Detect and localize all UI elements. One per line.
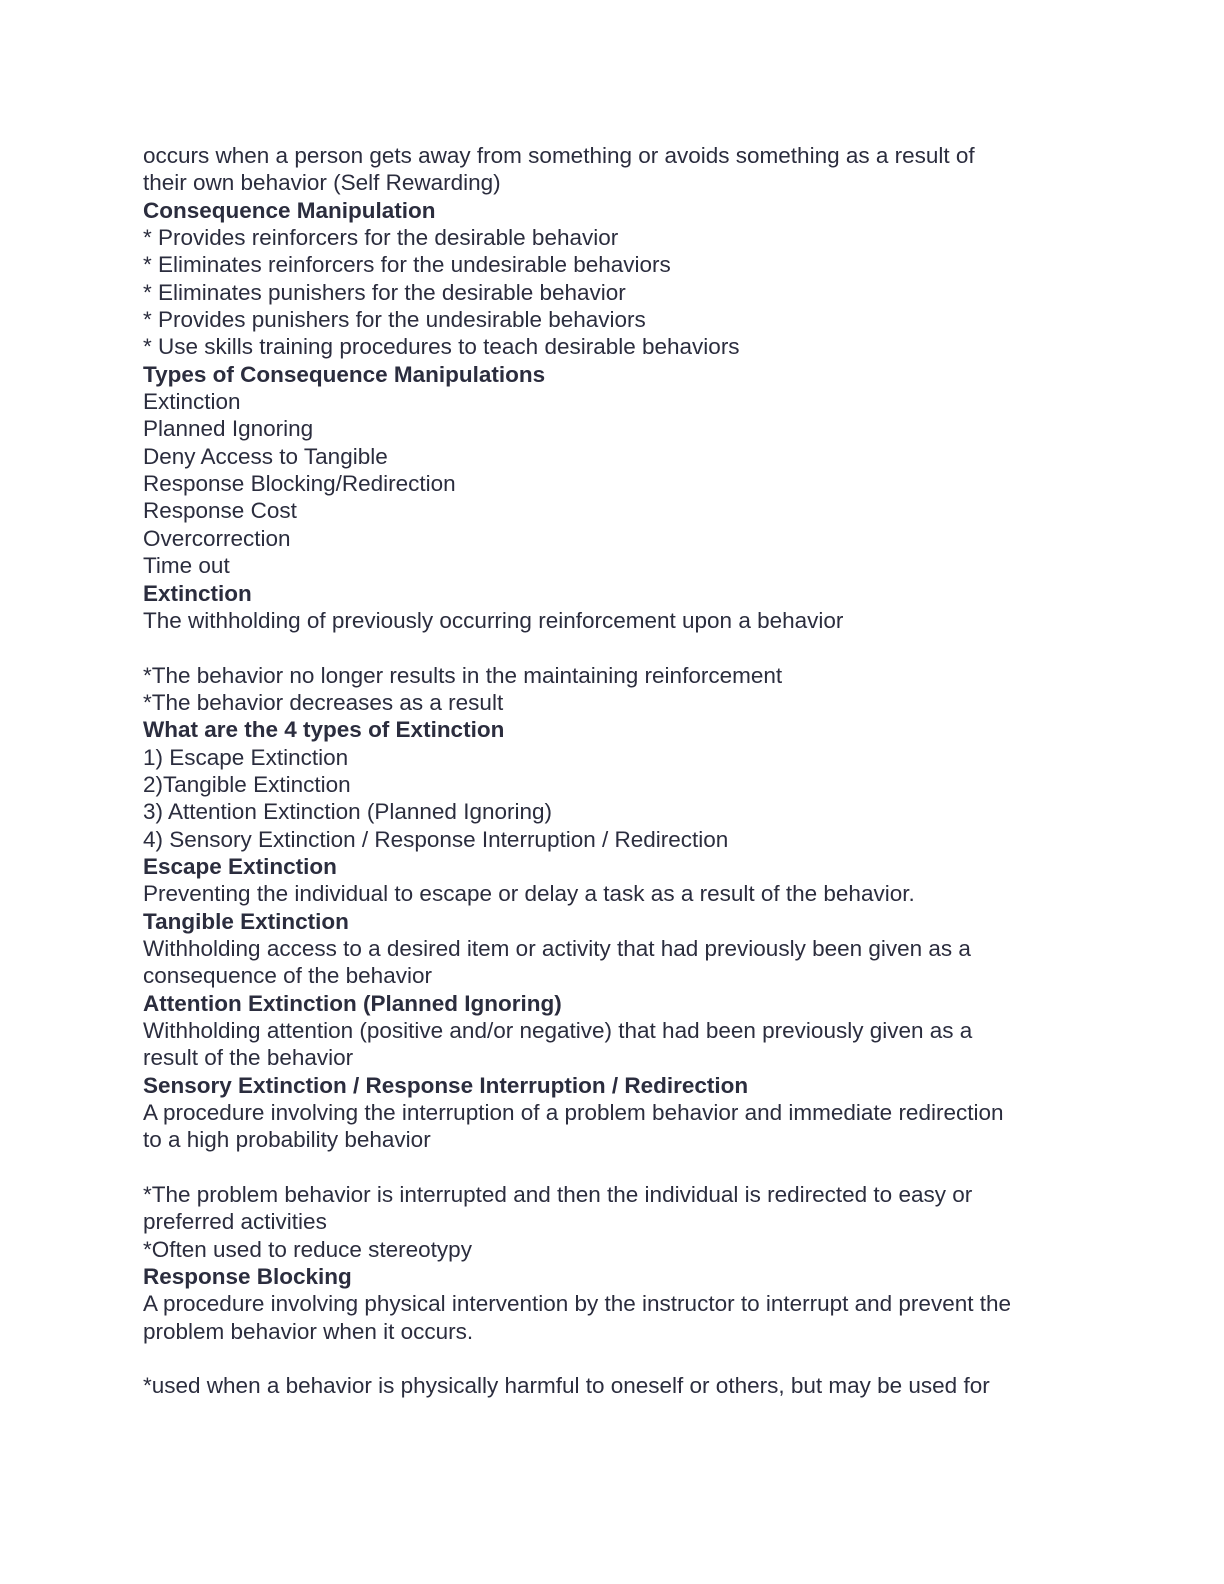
- body-text-line: *The behavior decreases as a result: [143, 689, 504, 715]
- section-heading: Extinction: [143, 580, 252, 606]
- blank-line: [143, 1154, 1083, 1181]
- body-text-line: *Often used to reduce stereotypy: [143, 1236, 472, 1262]
- body-text-line: preferred activities: [143, 1209, 327, 1235]
- document-page: [143, 142, 1083, 1400]
- body-text-line: * Eliminates reinforcers for the undesirable behaviors: [143, 252, 671, 278]
- body-text-line: to a high probability behavior: [143, 1127, 431, 1153]
- body-text-line: * Use skills training procedures to teach desirable behaviors: [143, 334, 740, 360]
- body-text-line: A procedure involving physical intervention by the instructor to interrupt and prevent the: [143, 1291, 1011, 1317]
- body-text-line: Extinction: [143, 389, 241, 415]
- section-heading: Tangible Extinction: [143, 908, 349, 934]
- body-text-line: Deny Access to Tangible: [143, 443, 388, 469]
- section-heading: Response Blocking: [143, 1264, 352, 1290]
- body-text-line: their own behavior (Self Rewarding): [143, 170, 501, 196]
- section-heading: What are the 4 types of Extinction: [143, 717, 505, 743]
- body-text-line: The withholding of previously occurring reinforcement upon a behavior: [143, 607, 844, 633]
- body-text-line: *used when a behavior is physically harmful to oneself or others, but may be used for: [143, 1373, 990, 1399]
- body-text-line: result of the behavior: [143, 1045, 354, 1071]
- body-text-line: Withholding attention (positive and/or negative) that had been previously given as a: [143, 1018, 973, 1043]
- body-text-line: consequence of the behavior: [143, 963, 432, 989]
- body-text-line: problem behavior when it occurs.: [143, 1318, 474, 1344]
- body-text-line: Time out: [143, 553, 230, 579]
- body-text-line: 4) Sensory Extinction / Response Interruption / Redirection: [143, 826, 729, 852]
- body-text-line: 1) Escape Extinction: [143, 744, 349, 770]
- body-text-line: *The problem behavior is interrupted and then the individual is redirected to easy or: [143, 1182, 973, 1208]
- body-text-line: 2)Tangible Extinction: [143, 771, 351, 797]
- body-text-line: *The behavior no longer results in the maintaining reinforcement: [143, 662, 783, 688]
- section-heading: Consequence Manipulation: [143, 197, 436, 223]
- body-text-line: A procedure involving the interruption of a problem behavior and immediate redirection: [143, 1100, 1004, 1126]
- body-text-line: * Provides punishers for the undesirable behaviors: [143, 307, 646, 333]
- body-text-line: Response Blocking/Redirection: [143, 471, 456, 497]
- body-text-line: Preventing the individual to escape or delay a task as a result of the behavior.: [143, 881, 915, 907]
- body-text-line: occurs when a person gets away from something or avoids something as a result of: [143, 143, 975, 168]
- blank-line: [143, 1345, 1083, 1372]
- body-text-line: Response Cost: [143, 498, 297, 524]
- body-text-line: Planned Ignoring: [143, 416, 314, 442]
- body-text-line: * Eliminates punishers for the desirable behavior: [143, 279, 626, 305]
- section-heading: Sensory Extinction / Response Interruption / Redirection: [143, 1072, 749, 1098]
- section-heading: Types of Consequence Manipulations: [143, 361, 546, 387]
- section-heading: Attention Extinction (Planned Ignoring): [143, 990, 562, 1016]
- body-text-line: Overcorrection: [143, 525, 291, 551]
- body-text-line: 3) Attention Extinction (Planned Ignoring): [143, 799, 552, 825]
- body-text-line: Withholding access to a desired item or activity that had previously been given as a: [143, 935, 971, 961]
- section-heading: Escape Extinction: [143, 853, 337, 879]
- blank-line: [143, 634, 1083, 661]
- body-text-line: * Provides reinforcers for the desirable behavior: [143, 225, 619, 251]
